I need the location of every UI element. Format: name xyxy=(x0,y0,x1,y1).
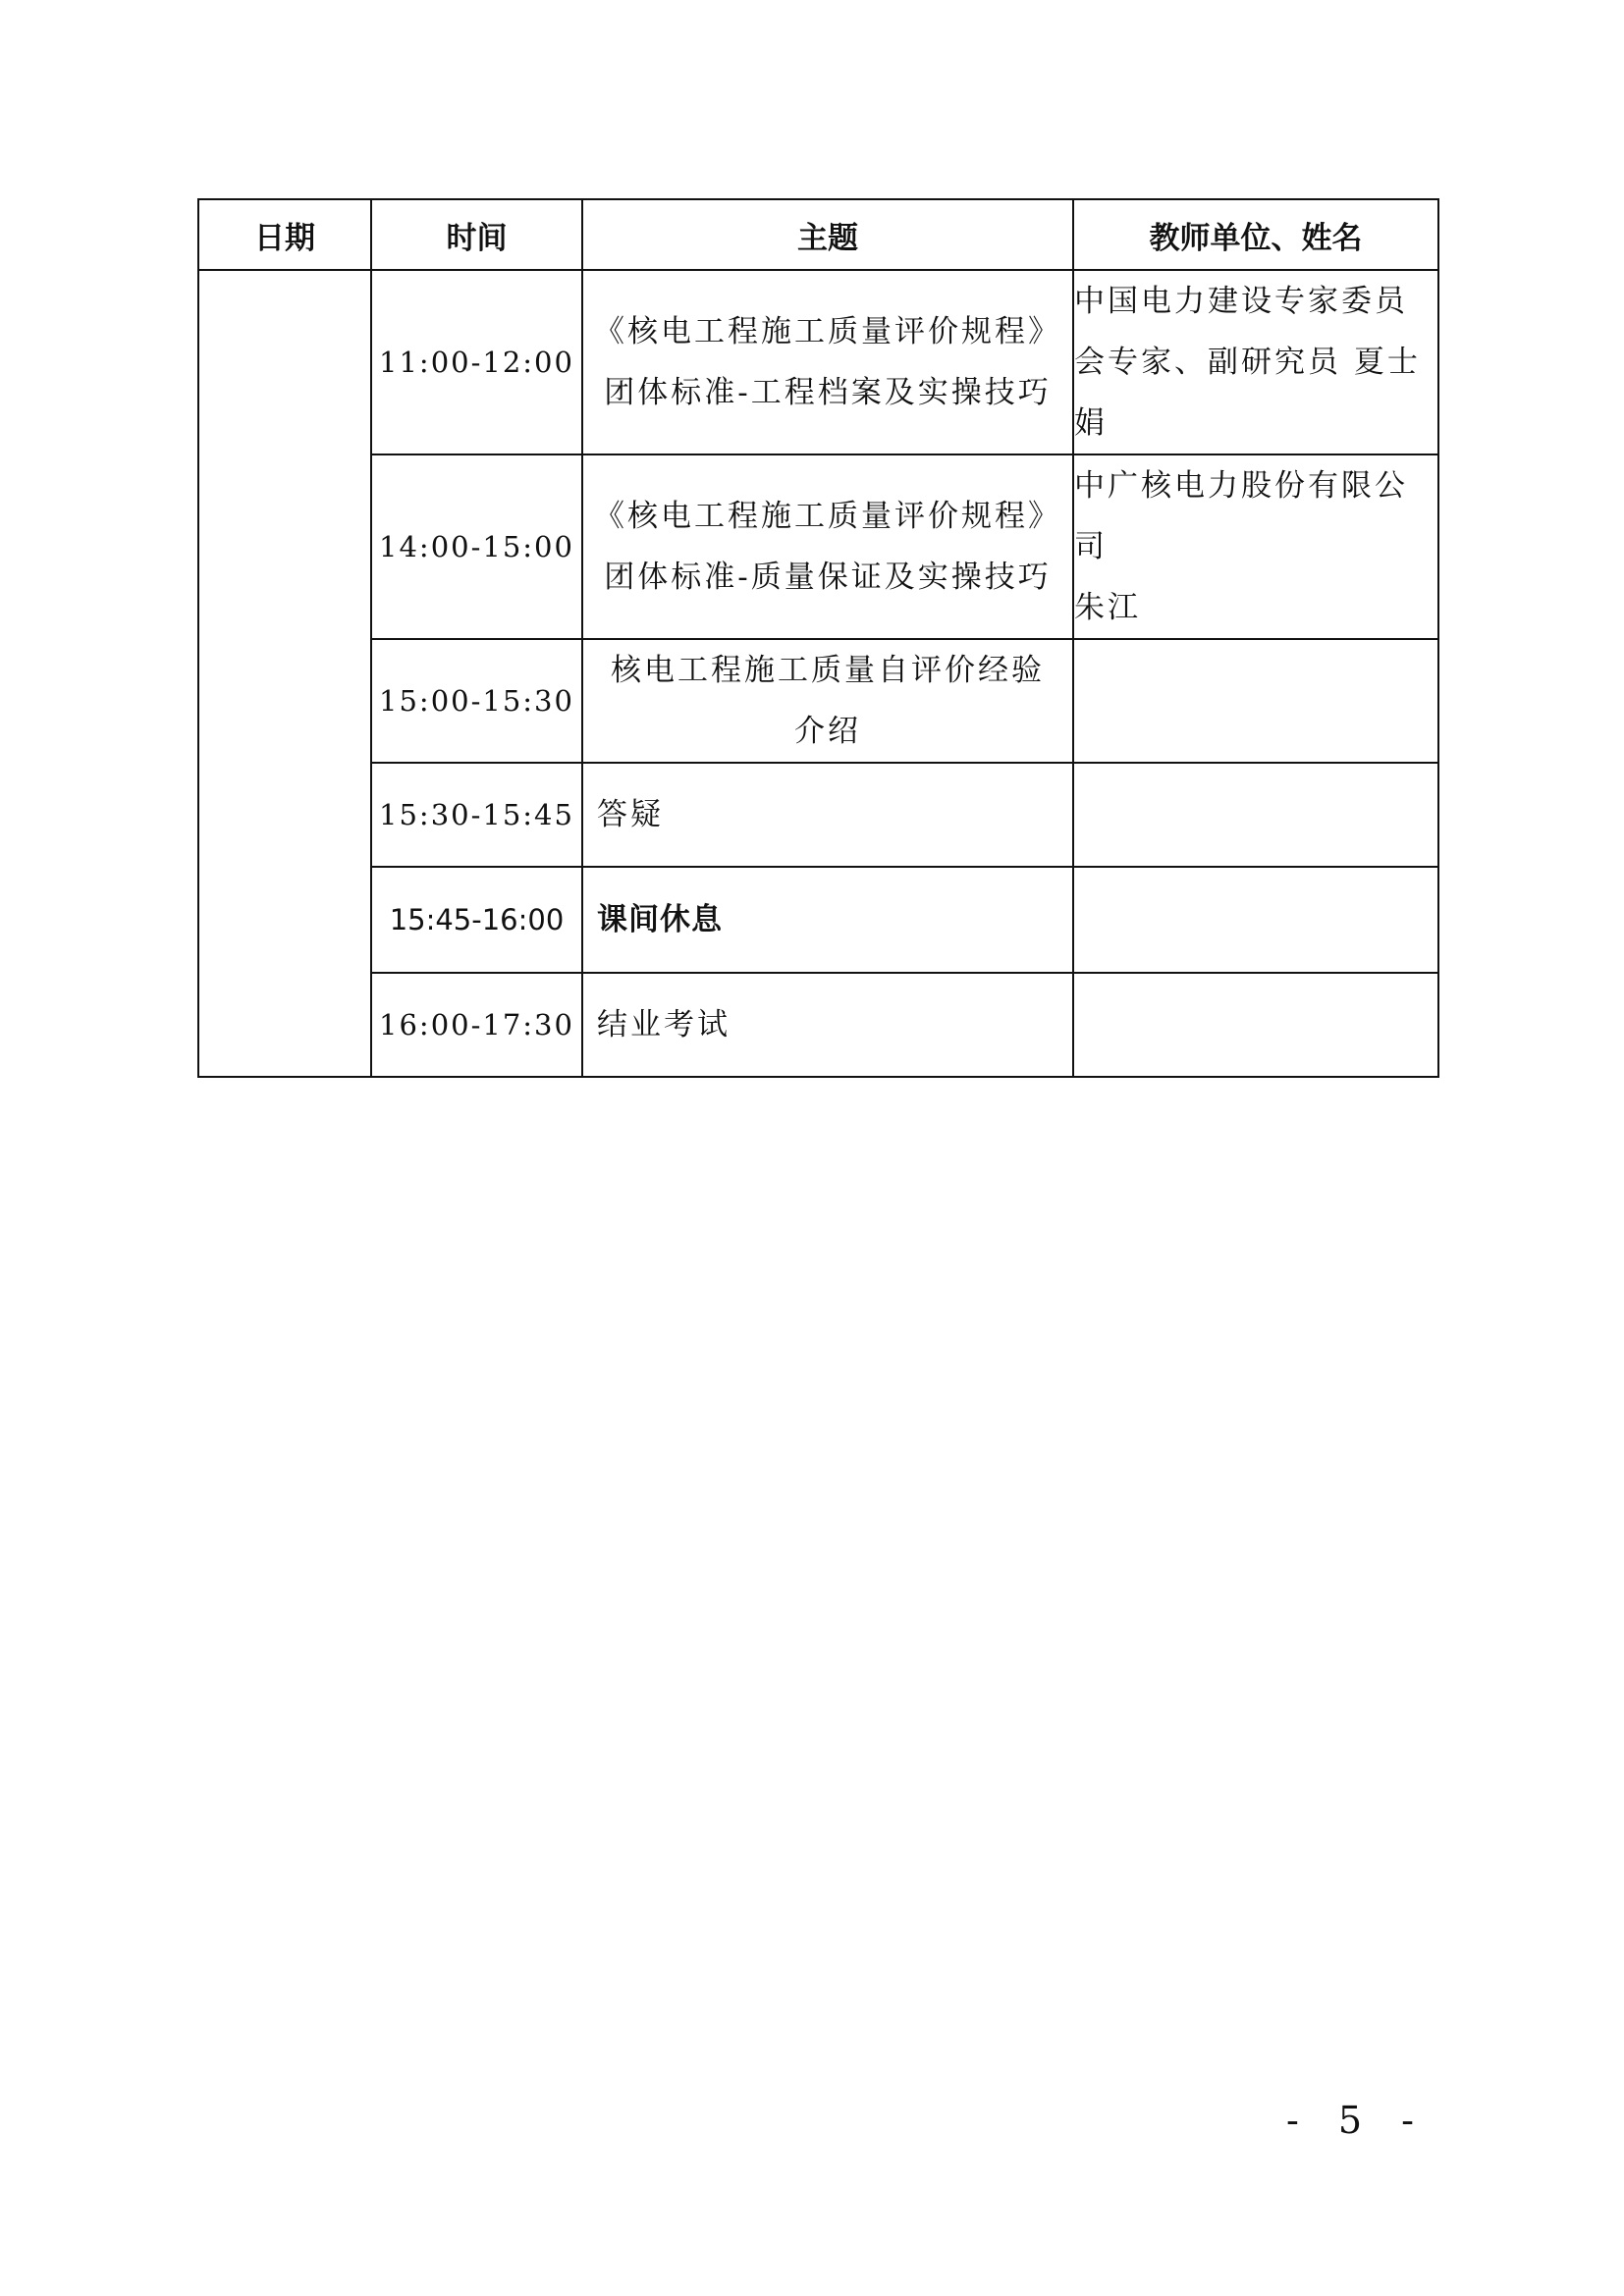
topic-cell xyxy=(582,973,1073,1077)
topic-line: 团体标准-质量保证及实操技巧 xyxy=(604,560,1052,595)
date-cell xyxy=(198,270,371,1077)
teacher-cell xyxy=(1073,454,1438,639)
page-number: - 5 - xyxy=(1286,2099,1429,2142)
table-row xyxy=(198,973,1438,1077)
topic-line: 核电工程施工质量自评价经验 xyxy=(611,653,1045,688)
time-cell: 15:30-15:45 xyxy=(371,763,582,867)
topic-line: 答疑 xyxy=(597,797,664,832)
teacher-cell xyxy=(1073,763,1438,867)
teacher-line: 娟 xyxy=(1074,405,1108,441)
topic-cell xyxy=(582,454,1073,639)
schedule-table xyxy=(197,198,1439,1078)
teacher-line: 朱江 xyxy=(1074,590,1141,625)
topic-line: 课间休息 xyxy=(597,902,723,937)
table-header-row xyxy=(198,199,1438,270)
table-row xyxy=(198,639,1438,763)
time-cell: 11:00-12:00 xyxy=(371,270,582,454)
time-cell: 14:00-15:00 xyxy=(371,454,582,639)
table-row xyxy=(198,867,1438,973)
topic-cell xyxy=(582,639,1073,763)
time-cell: 15:00-15:30 xyxy=(371,639,582,763)
header-date: 日期 xyxy=(198,199,371,270)
table-row xyxy=(198,270,1438,454)
time-cell: 16:00-17:30 xyxy=(371,973,582,1077)
table-row xyxy=(198,454,1438,639)
table-row xyxy=(198,763,1438,867)
teacher-line: 中国电力建设专家委员 xyxy=(1074,284,1408,319)
header-topic: 主题 xyxy=(582,199,1073,270)
teacher-line: 会专家、副研究员 夏士 xyxy=(1074,345,1421,380)
topic-line: 《核电工程施工质量评价规程》 xyxy=(594,499,1061,534)
topic-line: 结业考试 xyxy=(597,1007,731,1042)
header-time: 时间 xyxy=(371,199,582,270)
header-teacher: 教师单位、姓名 xyxy=(1073,199,1438,270)
topic-line: 《核电工程施工质量评价规程》 xyxy=(594,314,1061,349)
topic-cell xyxy=(582,763,1073,867)
teacher-line: 司 xyxy=(1074,529,1108,564)
topic-cell xyxy=(582,270,1073,454)
topic-line: 团体标准-工程档案及实操技巧 xyxy=(604,375,1052,410)
topic-cell xyxy=(582,867,1073,973)
time-cell: 15:45-16:00 xyxy=(371,867,582,973)
teacher-cell xyxy=(1073,867,1438,973)
topic-line: 介绍 xyxy=(794,714,861,749)
teacher-cell xyxy=(1073,270,1438,454)
teacher-line: 中广核电力股份有限公 xyxy=(1074,468,1408,504)
teacher-cell xyxy=(1073,973,1438,1077)
teacher-cell xyxy=(1073,639,1438,763)
